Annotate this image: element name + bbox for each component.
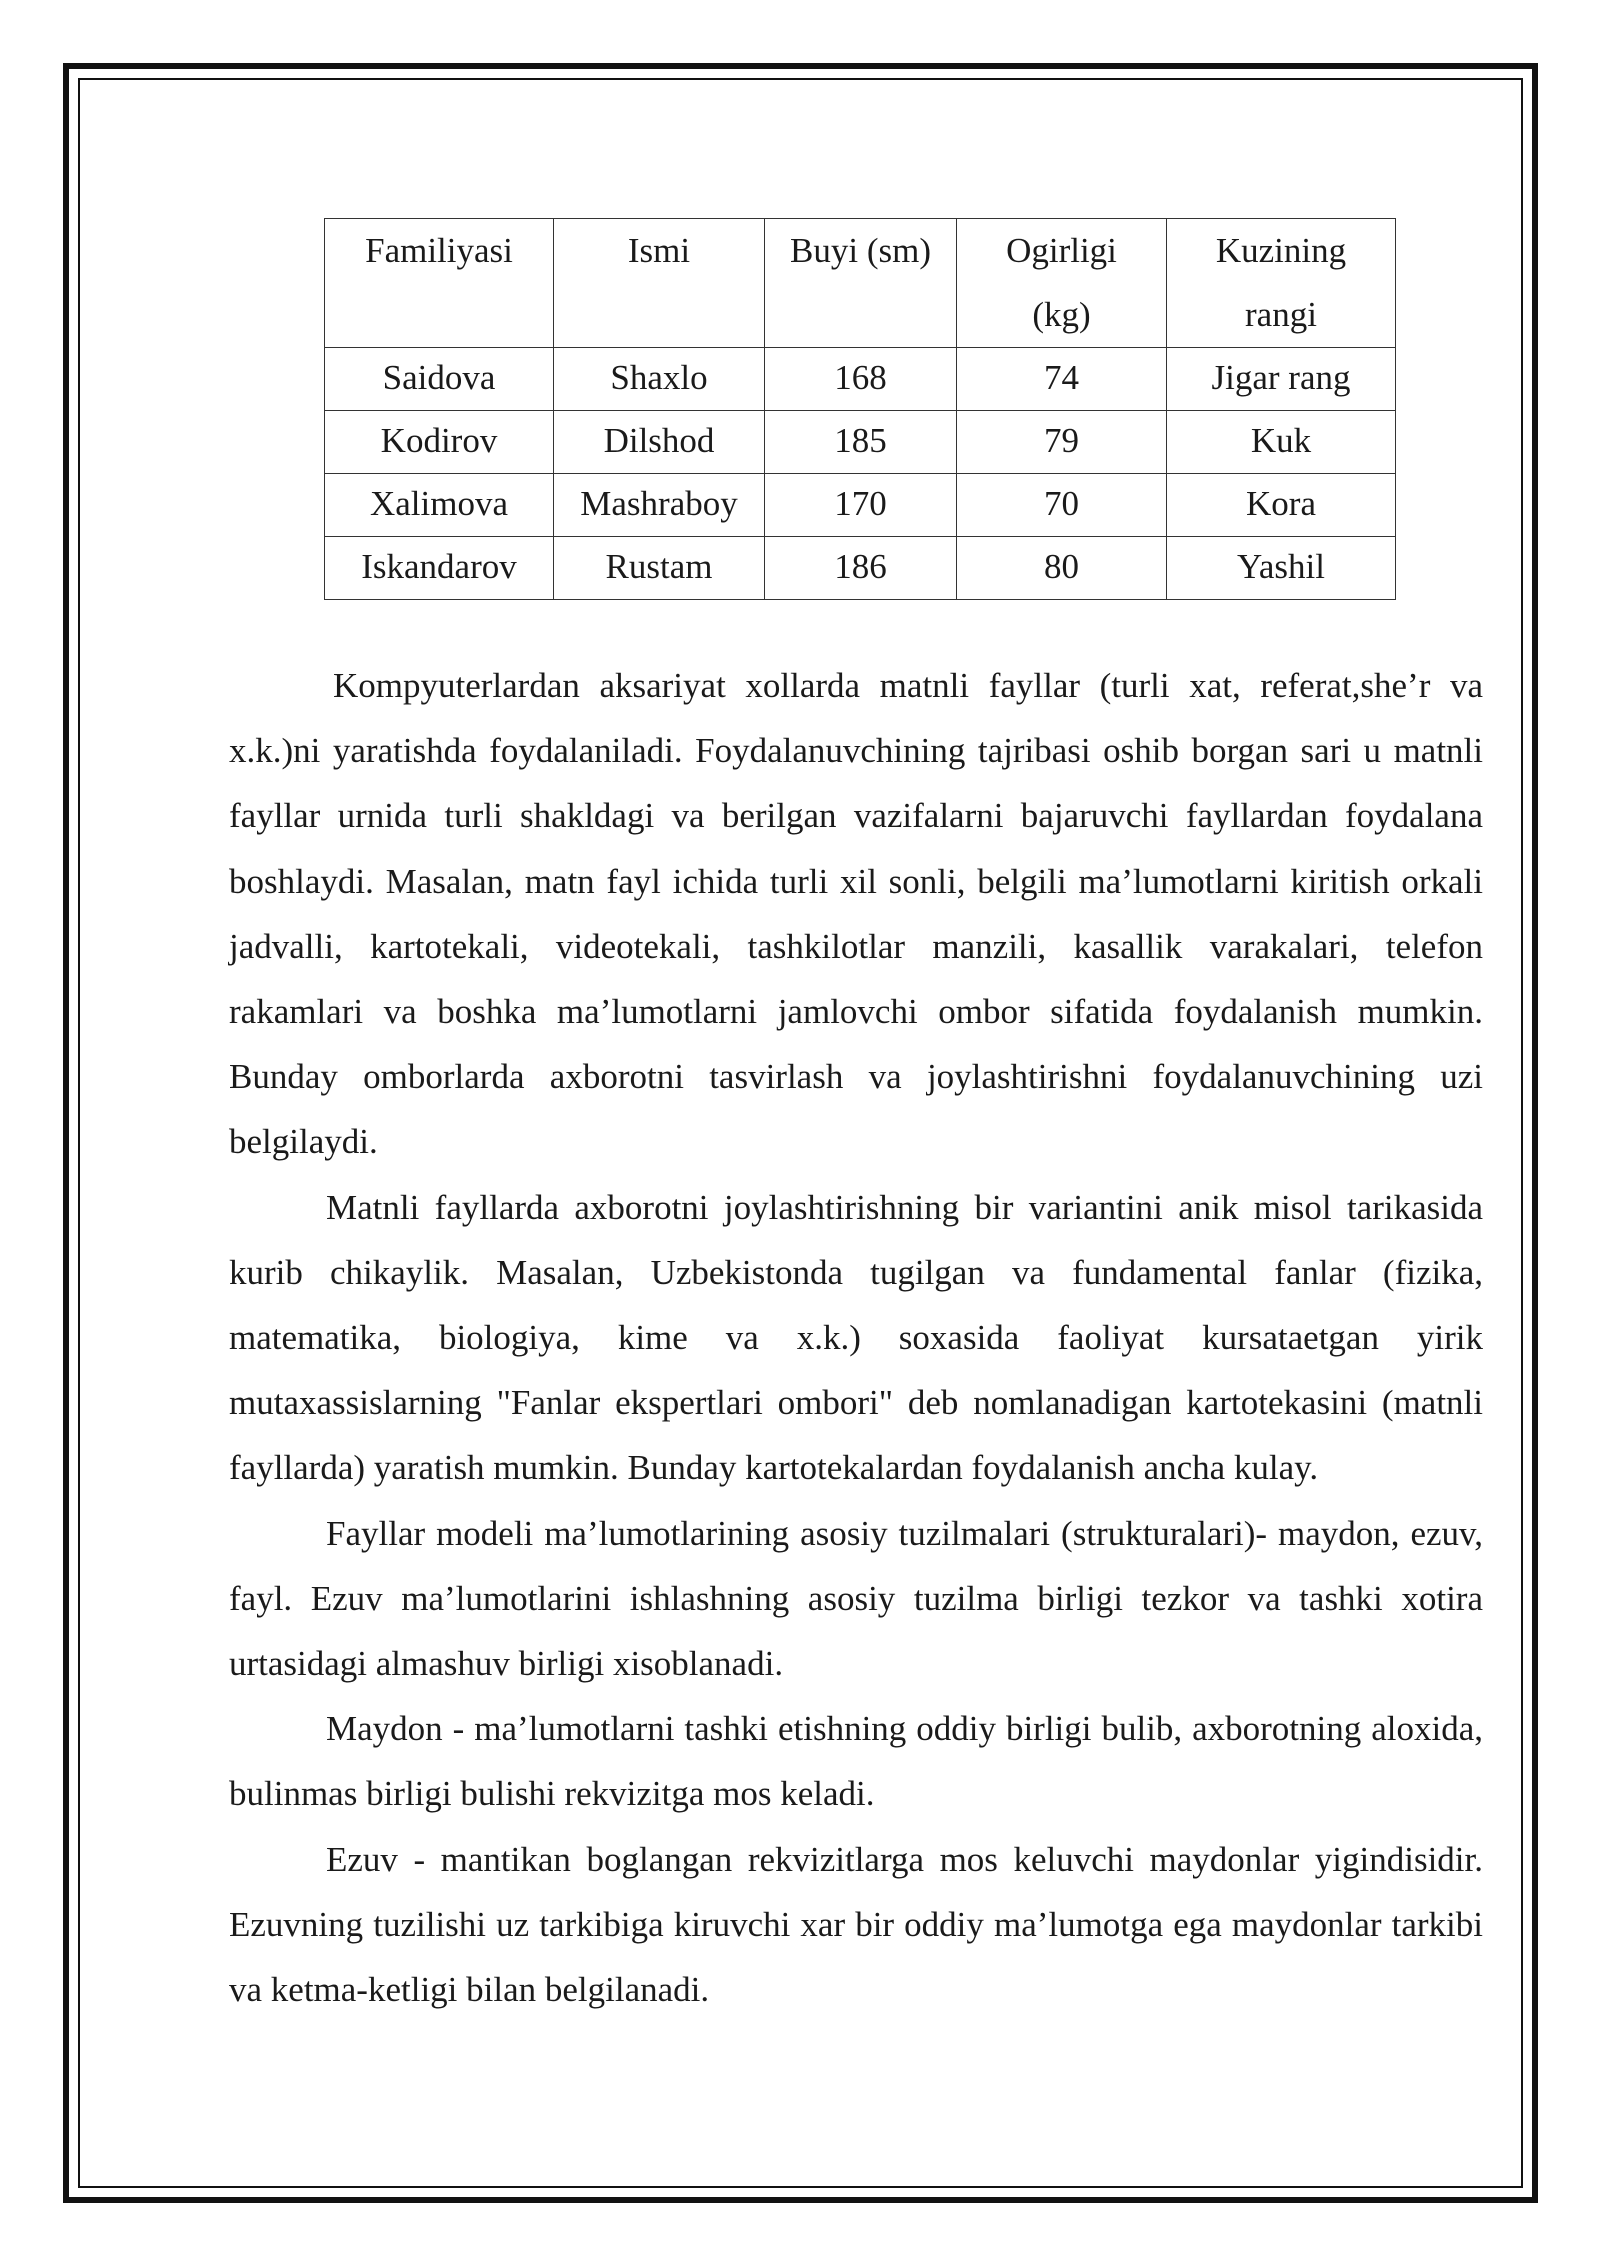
- table-cell: Saidova: [325, 348, 554, 411]
- header-text: Ogirligi: [1006, 231, 1117, 270]
- header-buyi: [765, 219, 957, 348]
- paragraph: Fayllar modeli ma’lumotlarining asosiy tuzilmalari (strukturalari)- maydon, ezuv, fayl. Ezuv ma’lumotlarini ishlashning asosiy tuzilma birligi tezkor va tashki xotira urtasidagi almashuv birligi xisoblanadi.: [229, 1513, 1483, 1684]
- paragraph: Maydon - ma’lumotlarni tashki etishning oddiy birligi bulib, axborotning aloxida, bulinmas birligi bulishi rekvizitga mos keladi.: [229, 1709, 1483, 1814]
- table-cell: Kodirov: [325, 411, 554, 474]
- table-cell: 186: [765, 537, 957, 600]
- header-familiyasi: [325, 219, 554, 348]
- table-row: [325, 474, 1396, 537]
- header-kuzining-rangi: [1167, 219, 1396, 348]
- table-header-row: [325, 219, 1396, 348]
- table-cell: 170: [765, 474, 957, 537]
- paragraph: Kompyuterlardan aksariyat xollarda matnli fayllar (turli xat, referat,she’r va x.k.)ni yaratishda foydalaniladi. Foydalanuvchining tajribasi oshib borgan sari u matnli fayllar urnida turli shakldagi va berilgan vazifalarni bajaruvchi fayllardan foydalana boshlaydi. Masalan, matn fayl ichida turli xil sonli, belgili ma’lumotlarni kiritish orkali jadvalli, kartotekali, videotekali, tashkilotlar manzili, kasallik varakalari, telefon rakamlari va boshka ma’lumotlarni jamlovchi ombor sifatida foydalanish mumkin. Bunday omborlarda axborotni tasvirlash va joylashtirishni foydalanuvchining uzi belgilaydi.: [229, 666, 1483, 1162]
- table-row: [325, 411, 1396, 474]
- header-text: Familiyasi: [365, 231, 513, 270]
- table-cell: Kuk: [1167, 411, 1396, 474]
- header-text: Ismi: [627, 231, 691, 270]
- header-ismi: [554, 219, 765, 348]
- paragraph: Matnli fayllarda axborotni joylashtirishning bir variantini anik misol tarikasida kurib chikaylik. Masalan, Uzbekistonda tugilgan va fundamental fanlar (fizika, matematika, biologiya, kime va x.k.) soxasida faoliyat kursataetgan yirik mutaxassislarning "Fanlar ekspertlari ombori" deb nomlanadigan kartotekasini (matnli fayllarda) yaratish mumkin. Bunday kartotekalardan foydalanish ancha kulay.: [229, 1187, 1483, 1488]
- table-cell: Jigar rang: [1167, 348, 1396, 411]
- table-cell: Yashil: [1167, 537, 1396, 600]
- table-cell: Iskandarov: [325, 537, 554, 600]
- header-text: (kg): [1032, 295, 1091, 334]
- table-cell: Mashraboy: [554, 474, 765, 537]
- table-cell: 168: [765, 348, 957, 411]
- table-cell: Xalimova: [325, 474, 554, 537]
- table-cell: Kora: [1167, 474, 1396, 537]
- table-cell: 74: [957, 348, 1167, 411]
- people-table: [324, 218, 1396, 600]
- body-text: [229, 653, 1483, 2022]
- table-cell: 80: [957, 537, 1167, 600]
- paragraph: Ezuv - mantikan boglangan rekvizitlarga mos keluvchi maydonlar yigindisidir. Ezuvning tuzilishi uz tarkibiga kiruvchi xar bir oddiy ma’lumotga ega maydonlar tarkibi va ketma-ketligi bilan belgilanadi.: [229, 1839, 1483, 2010]
- table-cell: 185: [765, 411, 957, 474]
- header-text: Buyi (sm): [790, 231, 931, 270]
- header-ogirligi: [957, 219, 1167, 348]
- table-cell: Rustam: [554, 537, 765, 600]
- table-cell: 70: [957, 474, 1167, 537]
- table-cell: Shaxlo: [554, 348, 765, 411]
- table-row: [325, 537, 1396, 600]
- table-row: [325, 348, 1396, 411]
- table-cell: 79: [957, 411, 1167, 474]
- table-cell: Dilshod: [554, 411, 765, 474]
- header-text: Kuzining: [1215, 231, 1347, 270]
- header-text: rangi: [1245, 295, 1317, 334]
